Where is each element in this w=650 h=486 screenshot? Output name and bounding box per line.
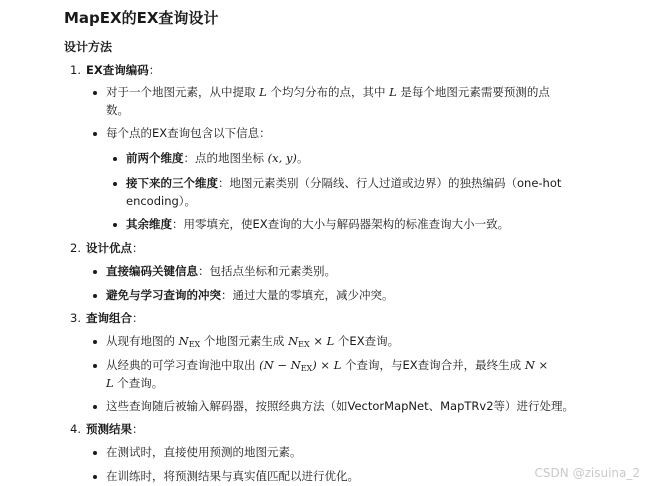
text: ：地图元素类别（分隔线、行人过道或边界）的独热编码（one-hot: [218, 176, 562, 190]
s3-bullet-3: 这些查询随后被输入解码器，按照经典方法（如VectorMapNet、MapTRv2等）进行处理。: [106, 399, 575, 413]
label: 接下来的三个维度: [126, 176, 218, 190]
section-3-title: 查询组合: [86, 311, 132, 325]
bullet-dot: [93, 340, 97, 344]
math-expr: ) × L: [312, 358, 342, 372]
bullet-dot: [93, 132, 97, 136]
section-1-heading: [86, 62, 160, 78]
section-2-number: 2.: [70, 241, 81, 255]
s4-bullet-1: 在测试时，直接使用预测的地图元素。: [106, 445, 302, 459]
s4-bullet-2: 在训练时，将预测结果与真实值匹配以进行优化。: [106, 469, 359, 483]
math-expr: N ×: [524, 358, 549, 372]
text: 个查询。: [113, 376, 164, 390]
math-N: N: [178, 334, 189, 348]
bullet-dot: [93, 405, 97, 409]
watermark: CSDN @zisuina_2: [534, 466, 640, 480]
section-1-number: 1.: [70, 63, 81, 77]
section-4-heading: [86, 421, 144, 437]
section-2-colon: ：: [132, 241, 144, 255]
text: 个均匀分布的点，其中: [266, 85, 390, 99]
s2-bullet-1: [106, 263, 336, 279]
section-2-title: 设计优点: [86, 241, 132, 255]
section-heading: 设计方法: [64, 40, 113, 54]
math-L: L: [259, 85, 267, 99]
text: ：通过大量的零填充，减少冲突。: [221, 288, 394, 302]
text: 从现有地图的: [106, 334, 179, 348]
math-L: L: [326, 334, 335, 348]
s1-bullet-2: 每个点的EX查询包含以下信息：: [106, 126, 271, 140]
text: 个查询，与EX查询合并，最终生成: [341, 358, 525, 372]
math-subscript: EX: [300, 364, 313, 373]
section-1-title: EX查询编码: [86, 63, 149, 77]
section-4-number: 4.: [70, 422, 81, 436]
math-xy: (x, y): [267, 151, 297, 165]
text: ：用零填充，使EX查询的大小与解码器架构的标准查询大小一致。: [172, 217, 510, 231]
bullet-dot: [93, 451, 97, 455]
text: ：包括点坐标和元素类别。: [198, 264, 336, 278]
bullet-dot: [93, 270, 97, 274]
label: 前两个维度: [126, 151, 184, 165]
math-times: ×: [309, 334, 327, 348]
math-L: L: [389, 85, 397, 99]
section-1-colon: ：: [148, 63, 161, 77]
bullet-dot: [113, 157, 117, 161]
text: 。: [296, 151, 309, 165]
s3-bullet-2-line-1: [106, 357, 548, 377]
bullet-dot: [93, 91, 97, 95]
bullet-dot: [93, 294, 97, 298]
text: 个地图元素生成: [200, 334, 289, 348]
bullet-dot: [113, 182, 117, 186]
text: 个EX查询。: [334, 334, 400, 348]
bullet-dot: [113, 223, 117, 227]
math-N: N: [288, 334, 299, 348]
s1-bullet-1-line-1: [106, 84, 550, 100]
bullet-dot: [93, 364, 97, 368]
s1-sub-bullet-3: [126, 216, 509, 232]
s3-bullet-2-line-2: [106, 375, 163, 391]
section-3-heading: [86, 310, 144, 326]
bullet-dot: [93, 475, 97, 479]
page-title: MapEX的EX查询设计: [64, 9, 219, 27]
s3-bullet-1: [106, 333, 399, 353]
section-2-heading: [86, 240, 144, 256]
section-3-colon: ：: [132, 311, 144, 325]
text: 从经典的可学习查询池中取出: [106, 358, 260, 372]
math-subscript: EX: [188, 340, 201, 349]
label: 避免与学习查询的冲突: [106, 288, 221, 302]
s1-sub-bullet-2-line-1: [126, 175, 561, 191]
text: 对于一个地图元素，从中提取: [106, 85, 260, 99]
s1-bullet-1-line-2: 数。: [106, 103, 129, 117]
s1-sub-bullet-1: [126, 150, 308, 166]
section-4-title: 预测结果: [86, 422, 132, 436]
math-L: L: [106, 376, 114, 390]
math-expr: (N − N: [259, 358, 301, 372]
section-3-number: 3.: [70, 311, 81, 325]
s1-sub-bullet-2-line-2: encoding）。: [126, 194, 197, 208]
math-subscript: EX: [298, 340, 310, 349]
label: 直接编码关键信息: [106, 264, 198, 278]
s2-bullet-2: [106, 287, 394, 303]
text: ：点的地图坐标: [183, 151, 268, 165]
label: 其余维度: [126, 217, 172, 231]
text: 是每个地图元素需要预测的点: [396, 85, 550, 99]
section-4-colon: ：: [132, 422, 144, 436]
